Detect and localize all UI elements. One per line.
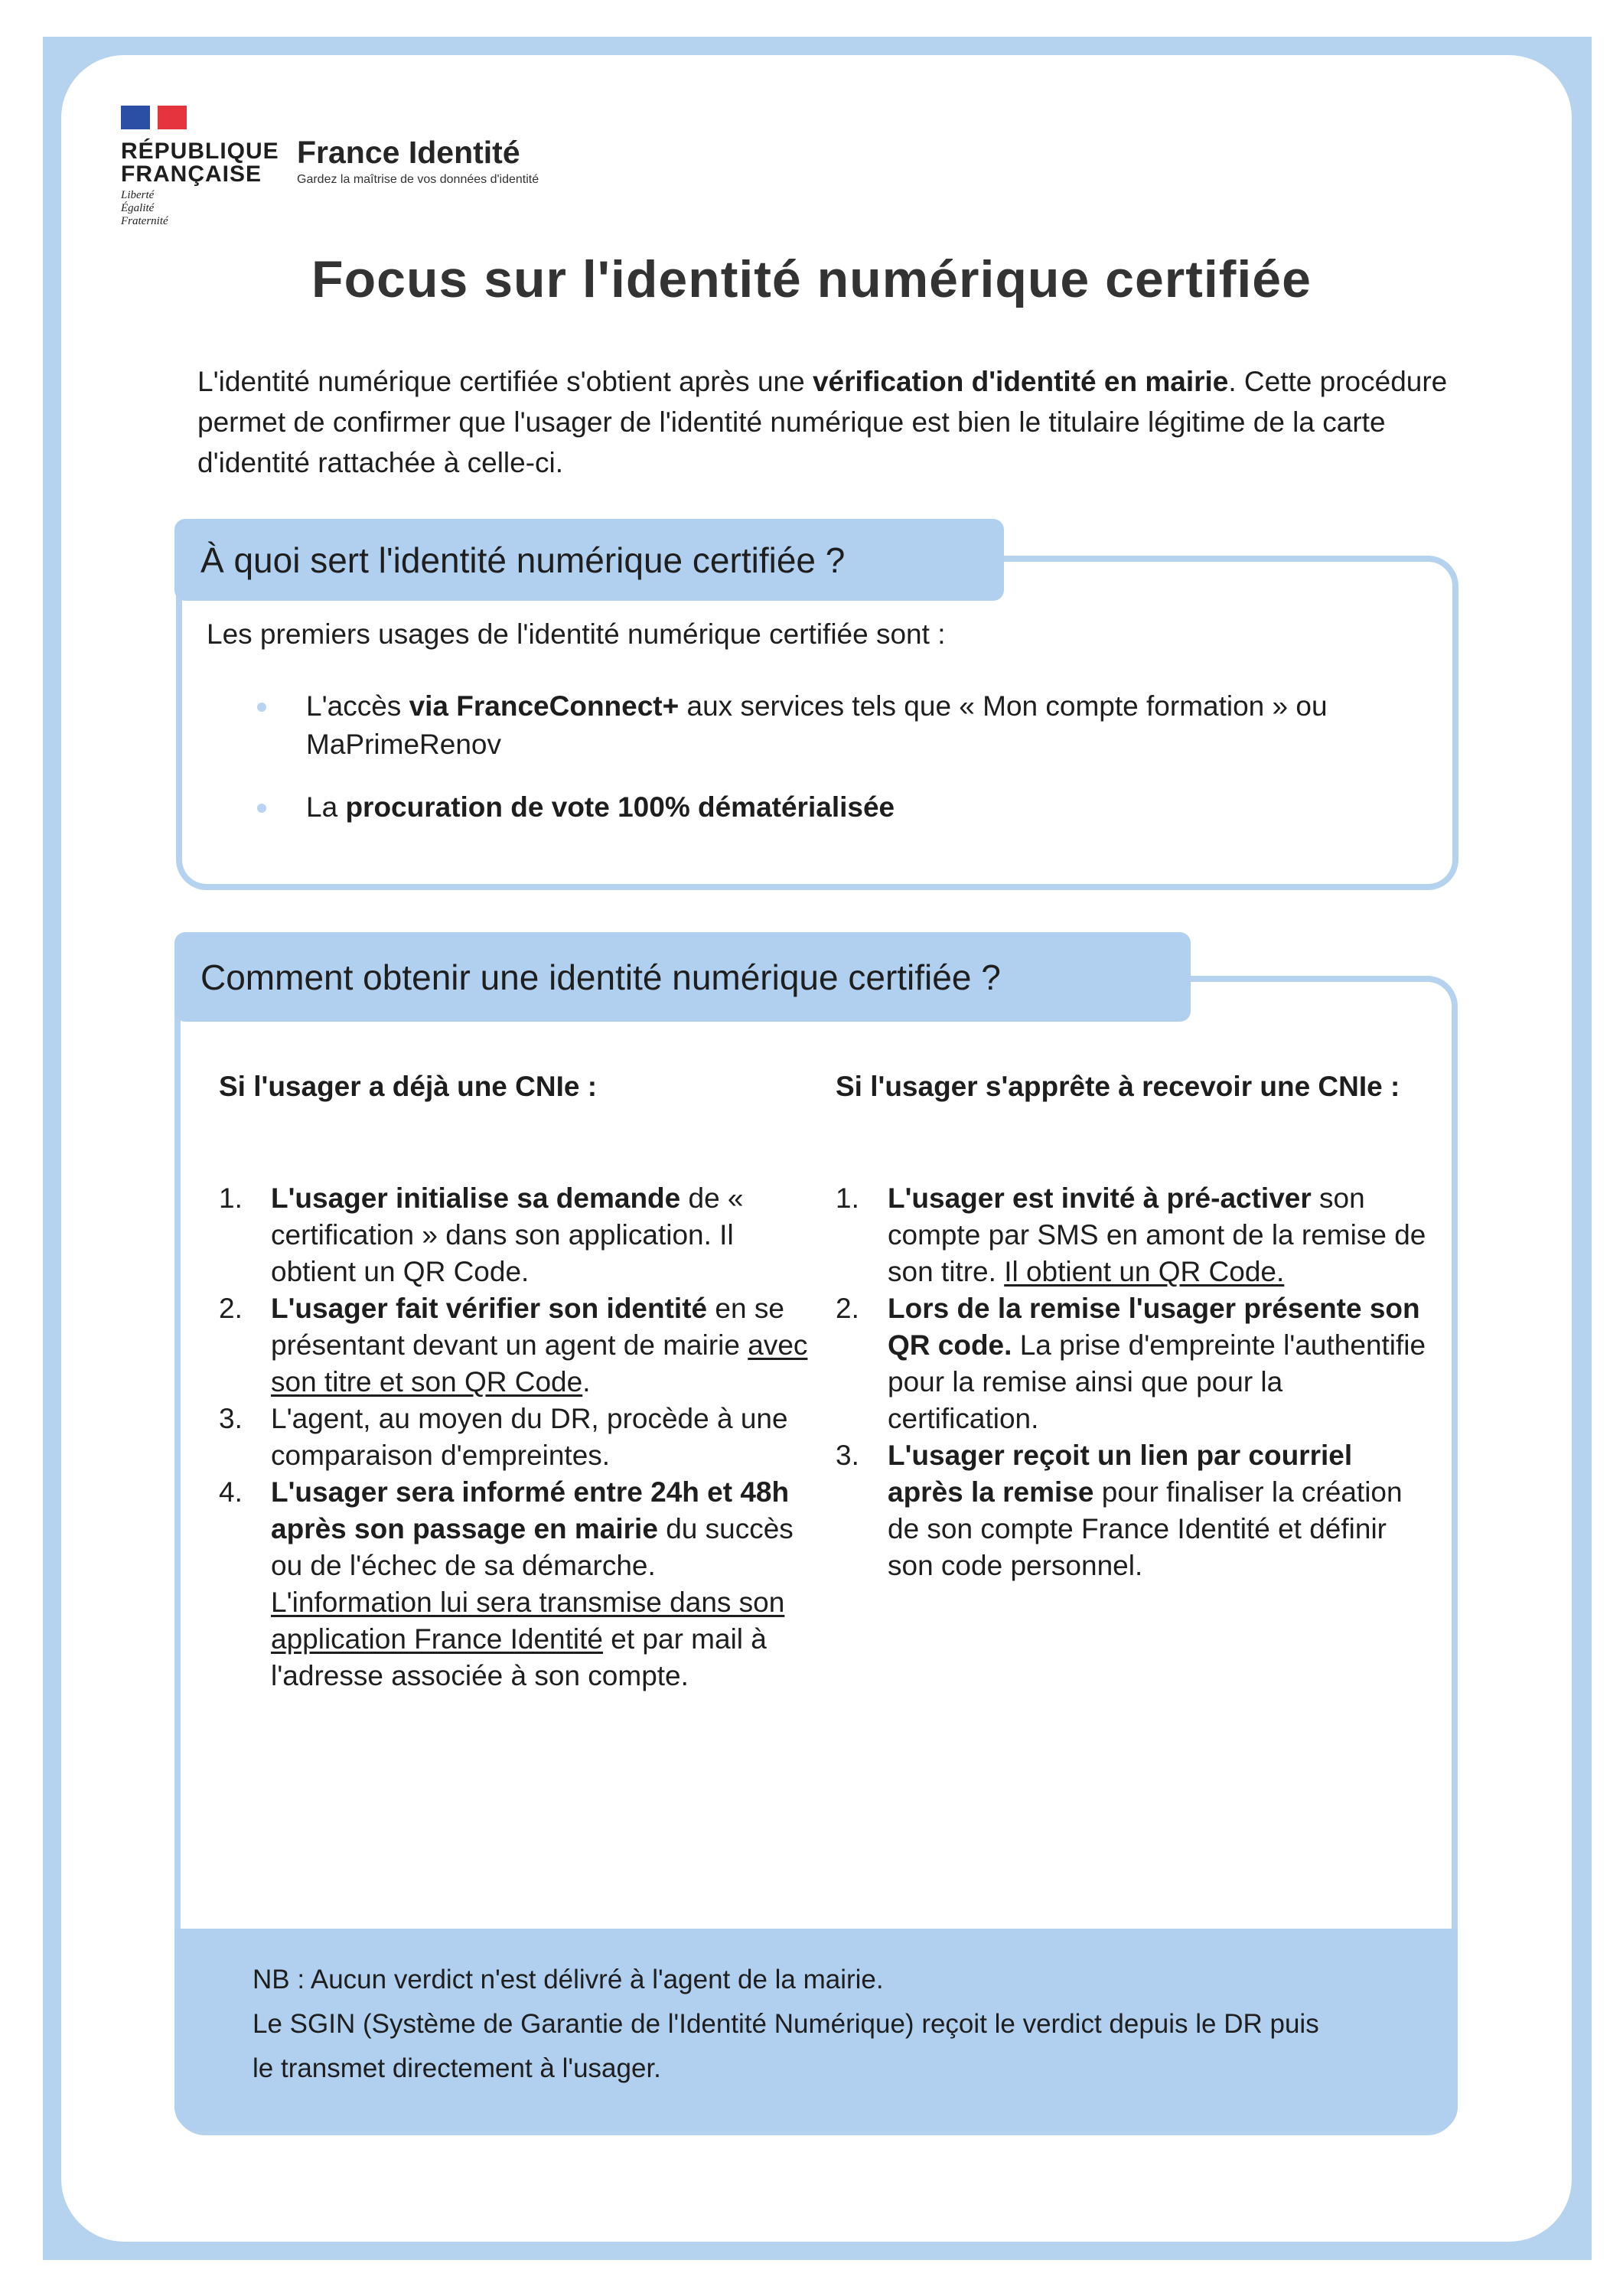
step-item: 1. L'usager est invité à pré-activer son compte par SMS en amont de la remise de son titre. Il obtient un QR Code. [836,1182,1426,1287]
note-box [174,1929,1458,2131]
republic-name: RÉPUBLIQUE FRANÇAISE [121,139,279,187]
step-item: 3. L'agent, au moyen du DR, procède à une comparaison d'empreintes. [219,1403,788,1471]
column-heading: Si l'usager a déjà une CNIe : [219,1071,598,1102]
marianne-flag-icon [121,106,187,129]
how-to-heading: Comment obtenir une identité numérique certifiée ? [174,932,1191,1022]
column-heading: Si l'usager s'apprête à recevoir une CNIe : [836,1071,1400,1102]
step-item: 2. L'usager fait vérifier son identité en se présentant devant un agent de mairie avec son titre et son QR Code. [219,1293,808,1397]
usage-lead: Les premiers usages de l'identité numérique certifiée sont : [207,618,946,650]
step-item: 2. Lors de la remise l'usager présente son QR code. La prise d'empreinte l'authentifie pour la remise ainsi que pour la certification. [836,1293,1426,1434]
note-line: Le SGIN (Système de Garantie de l'Identité Numérique) reçoit le verdict depuis le DR puis le transmet directement à l'usager. [253,2009,1319,2083]
steps-list [219,1180,823,1694]
steps-list [836,1180,1432,1584]
motto: Liberté Égalité Fraternité [121,189,168,227]
existing-cnie-column [219,1068,823,1691]
usage-list [257,687,1436,851]
bullet-icon [257,703,266,712]
list-item: La procuration de vote 100% dématérialisée [257,788,1436,827]
list-item: L'accès via FranceConnect+ aux services tels que « Mon compte formation » ou MaPrimeRenov [257,687,1436,764]
page-title: Focus sur l'identité numérique certifiée [311,250,1312,308]
step-item: 3. L'usager reçoit un lien par courriel après la remise pour finaliser la création de son compte France Identité et définir son code personnel. [836,1440,1403,1581]
bullet-icon [257,804,266,813]
note-line: NB : Aucun verdict n'est délivré à l'agent de la mairie. [253,1965,884,1994]
new-cnie-column [836,1068,1432,1581]
republique-francaise-logo [121,106,279,228]
step-item: 1. L'usager initialise sa demande de « certification » dans son application. Il obtient un QR Code. [219,1182,744,1287]
intro-paragraph: L'identité numérique certifiée s'obtient après une vérification d'identité en mairie. Cette procédure permet de confirmer que l'usager de l'identité numérique est bien le titulaire légitime de la carte d'identité rattachée à celle-ci. [197,366,1448,478]
brand-tagline: Gardez la maîtrise de vos données d'identité [297,173,539,186]
brand-block [297,135,539,187]
usage-heading: À quoi sert l'identité numérique certifiée ? [174,519,1004,601]
brand-title: France Identité [297,135,520,170]
step-item: 4. L'usager sera informé entre 24h et 48h après son passage en mairie du succès ou de l'échec de sa démarche. L'information lui sera transmise dans son application France Identité et par mail à l'adresse associée à son compte. [219,1476,794,1691]
